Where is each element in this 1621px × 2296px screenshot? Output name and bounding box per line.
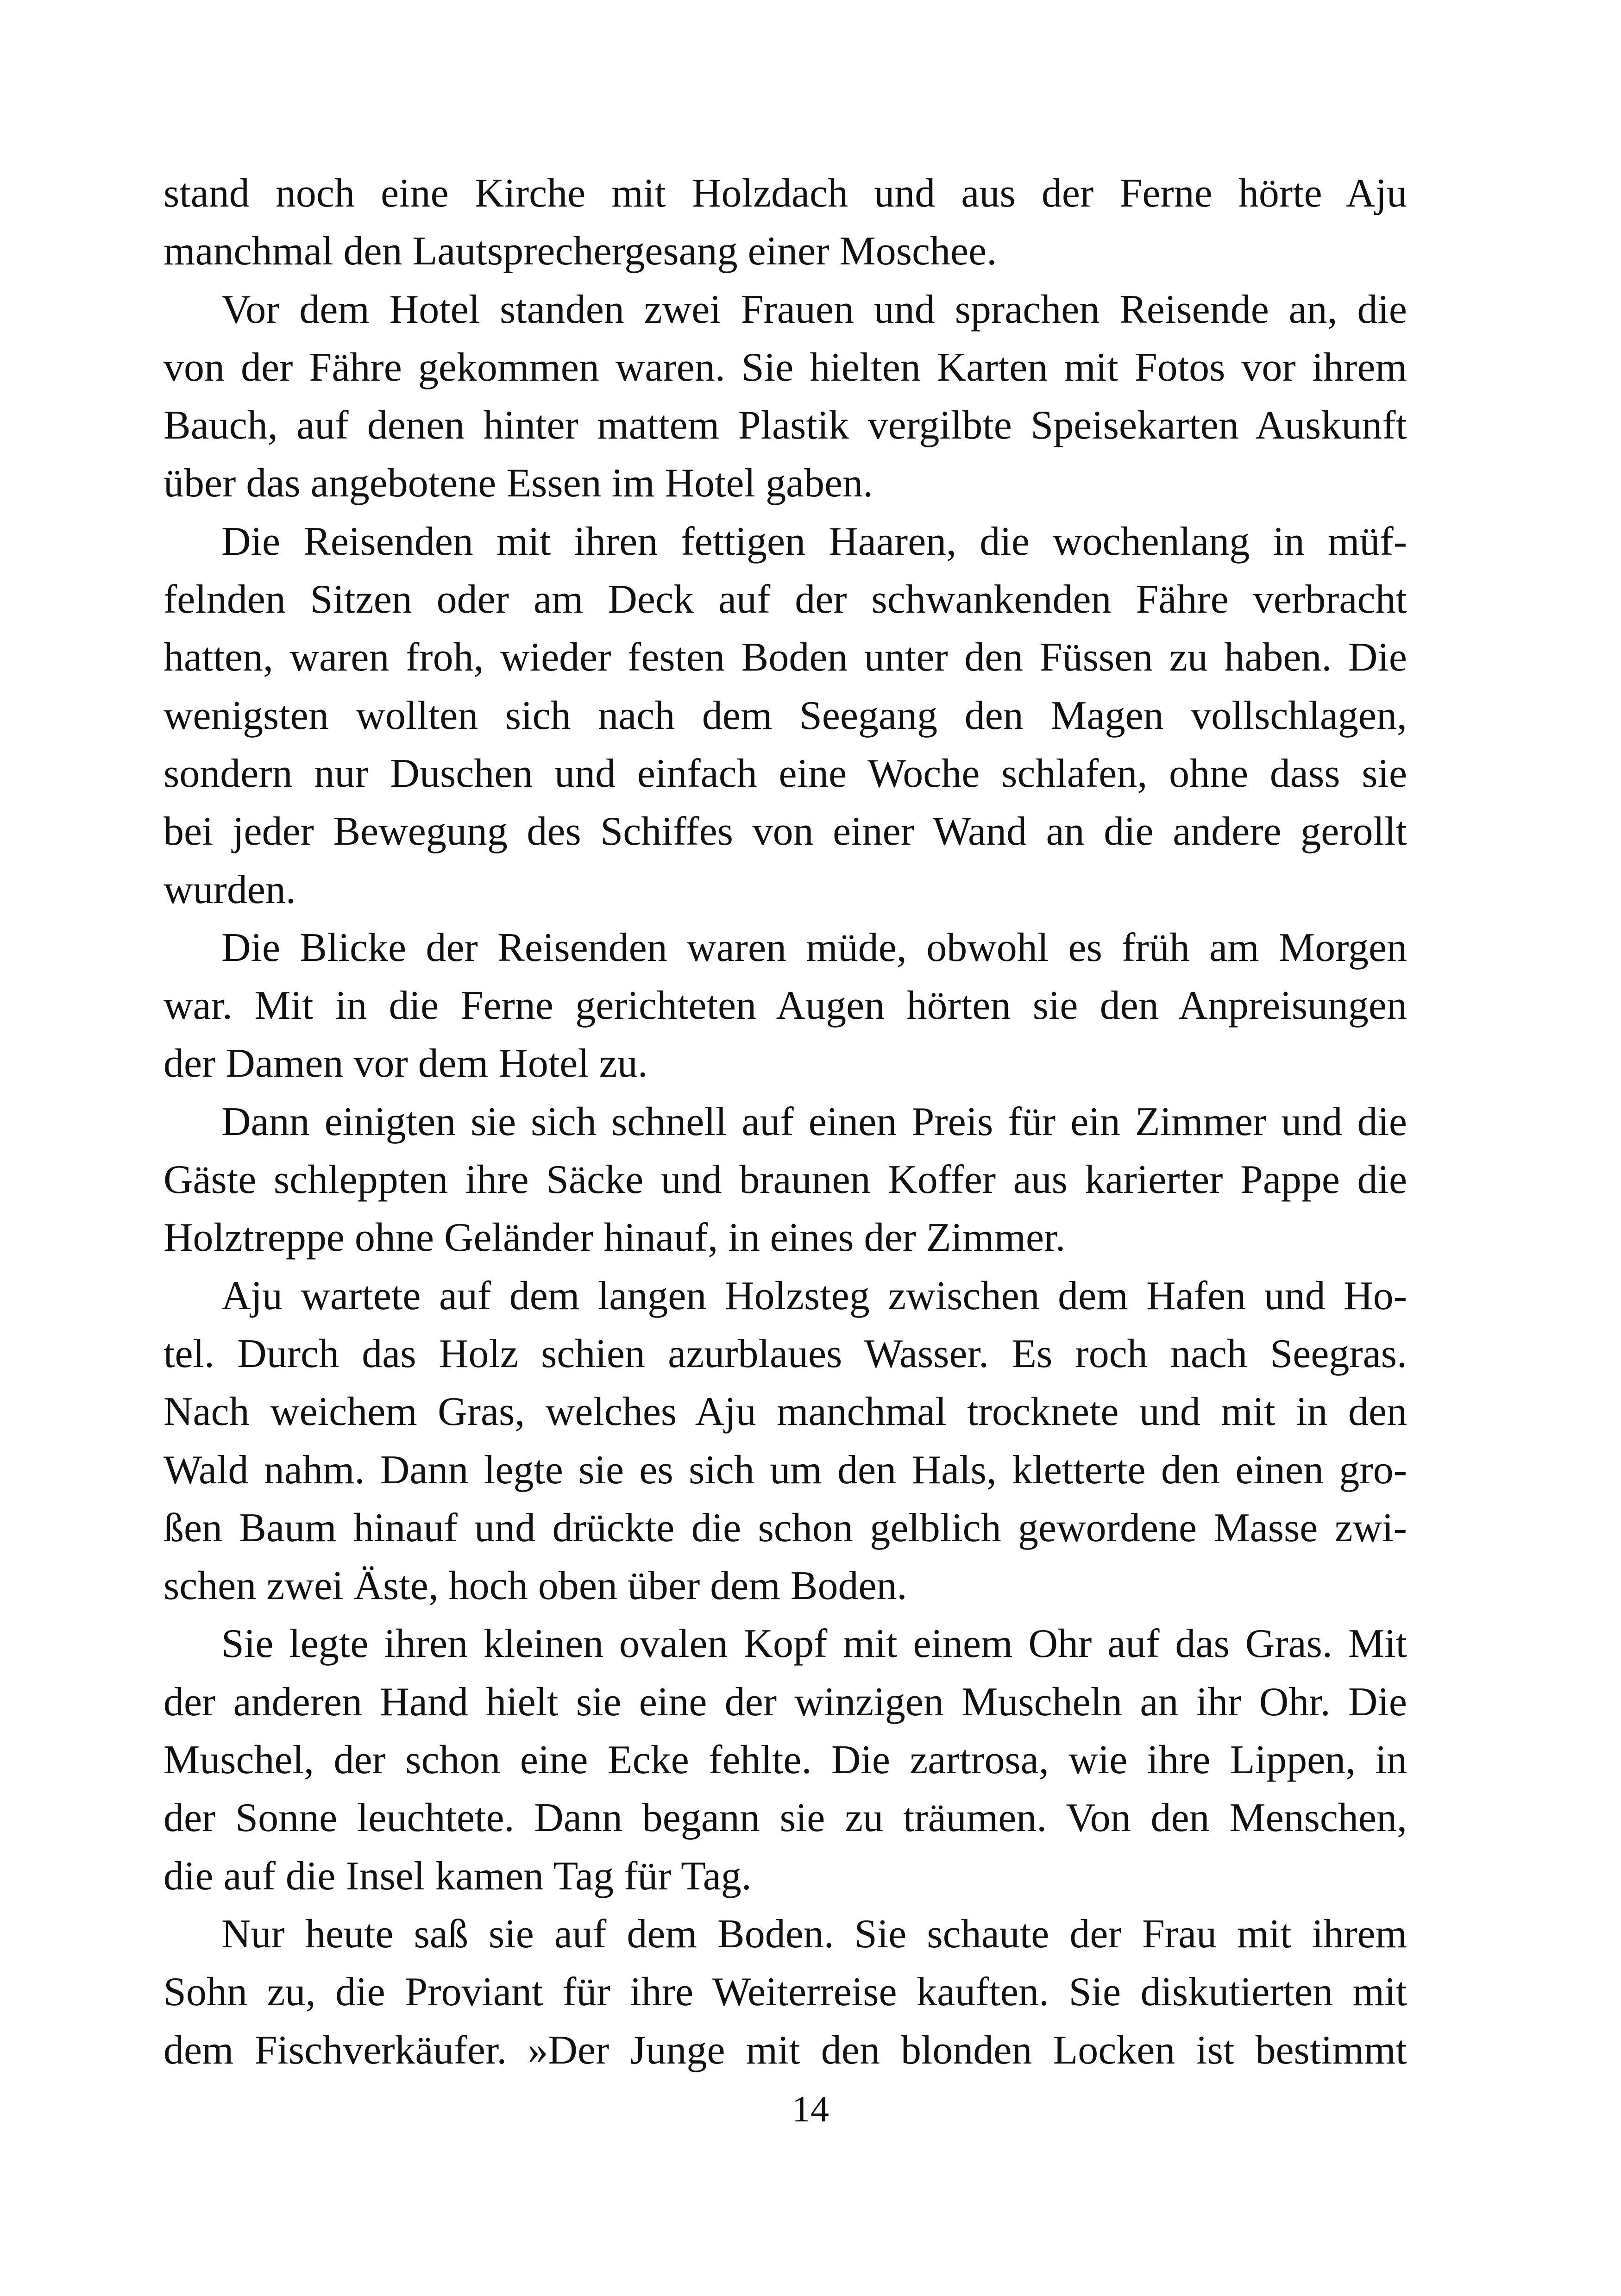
text-line: der Damen vor dem Hotel zu. xyxy=(163,1041,648,1086)
text-line: Holztreppe ohne Geländer hinauf, in eines der Zimmer. xyxy=(163,1215,1066,1261)
text-line: über das angebotene Essen im Hotel gaben. xyxy=(163,461,873,506)
text-line: Nach weichem Gras, welches Aju manchmal trocknete und mit in den xyxy=(163,1389,1407,1435)
text-line: bei jeder Bewegung des Schiffes von einer Wand an die andere gerollt xyxy=(163,809,1407,854)
text-line: Sohn zu, die Proviant für ihre Weiterreise kauften. Sie diskutierten mit xyxy=(163,1970,1407,2015)
text-line: hatten, waren froh, wieder festen Boden unter den Füssen zu haben. Die xyxy=(163,635,1407,680)
text-line: Die Reisenden mit ihren fettigen Haaren, die wochenlang in müf- xyxy=(221,519,1407,564)
text-line: wurden. xyxy=(163,867,296,912)
body-text xyxy=(163,164,1407,2079)
text-line: schen zwei Äste, hoch oben über dem Boden. xyxy=(163,1563,907,1609)
text-line: Bauch, auf denen hinter mattem Plastik vergilbte Speisekarten Auskunft xyxy=(163,403,1407,448)
text-line: war. Mit in die Ferne gerichteten Augen hörten sie den Anpreisungen xyxy=(163,983,1407,1029)
text-line: der Sonne leuchtete. Dann begann sie zu träumen. Von den Menschen, xyxy=(163,1795,1407,1841)
text-line: ßen Baum hinauf und drückte die schon gelblich gewordene Masse zwi- xyxy=(163,1505,1407,1550)
text-line: Aju wartete auf dem langen Holzsteg zwischen dem Hafen und Ho- xyxy=(221,1273,1407,1318)
text-line: Nur heute saß sie auf dem Boden. Sie schaute der Frau mit ihrem xyxy=(221,1911,1407,1957)
text-line: Muschel, der schon eine Ecke fehlte. Die zartrosa, wie ihre Lippen, in xyxy=(163,1738,1407,1783)
text-line: tel. Durch das Holz schien azurblaues Wasser. Es roch nach Seegras. xyxy=(163,1331,1407,1376)
text-line: felnden Sitzen oder am Deck auf der schwankenden Fähre verbracht xyxy=(163,577,1407,622)
text-line: Die Blicke der Reisenden waren müde, obwohl es früh am Morgen xyxy=(221,925,1407,970)
text-line: sondern nur Duschen und einfach eine Woche schlafen, ohne dass sie xyxy=(163,751,1407,796)
text-line: stand noch eine Kirche mit Holzdach und aus der Ferne hörte Aju xyxy=(163,171,1407,216)
text-line: wenigsten wollten sich nach dem Seegang den Magen vollschlagen, xyxy=(163,693,1407,738)
text-line: Dann einigten sie sich schnell auf einen Preis für ein Zimmer und die xyxy=(221,1099,1407,1144)
text-line: der anderen Hand hielt sie eine der winzigen Muscheln an ihr Ohr. Die xyxy=(163,1679,1407,1725)
text-line: Vor dem Hotel standen zwei Frauen und sprachen Reisende an, die xyxy=(221,287,1407,332)
text-line: manchmal den Lautsprechergesang einer Moschee. xyxy=(163,229,997,274)
text-line: die auf die Insel kamen Tag für Tag. xyxy=(163,1853,752,1899)
text-line: Sie legte ihren kleinen ovalen Kopf mit einem Ohr auf das Gras. Mit xyxy=(221,1621,1407,1667)
text-line: Gäste schleppten ihre Säcke und braunen Koffer aus karierter Pappe die xyxy=(163,1157,1407,1203)
text-line: von der Fähre gekommen waren. Sie hielten Karten mit Fotos vor ihrem xyxy=(163,345,1407,390)
page-number: 14 xyxy=(792,2089,829,2130)
text-line: dem Fischverkäufer. »Der Junge mit den blonden Locken ist bestimmt xyxy=(163,2027,1407,2073)
text-line: Wald nahm. Dann legte sie es sich um den Hals, kletterte den einen gro- xyxy=(163,1447,1407,1493)
